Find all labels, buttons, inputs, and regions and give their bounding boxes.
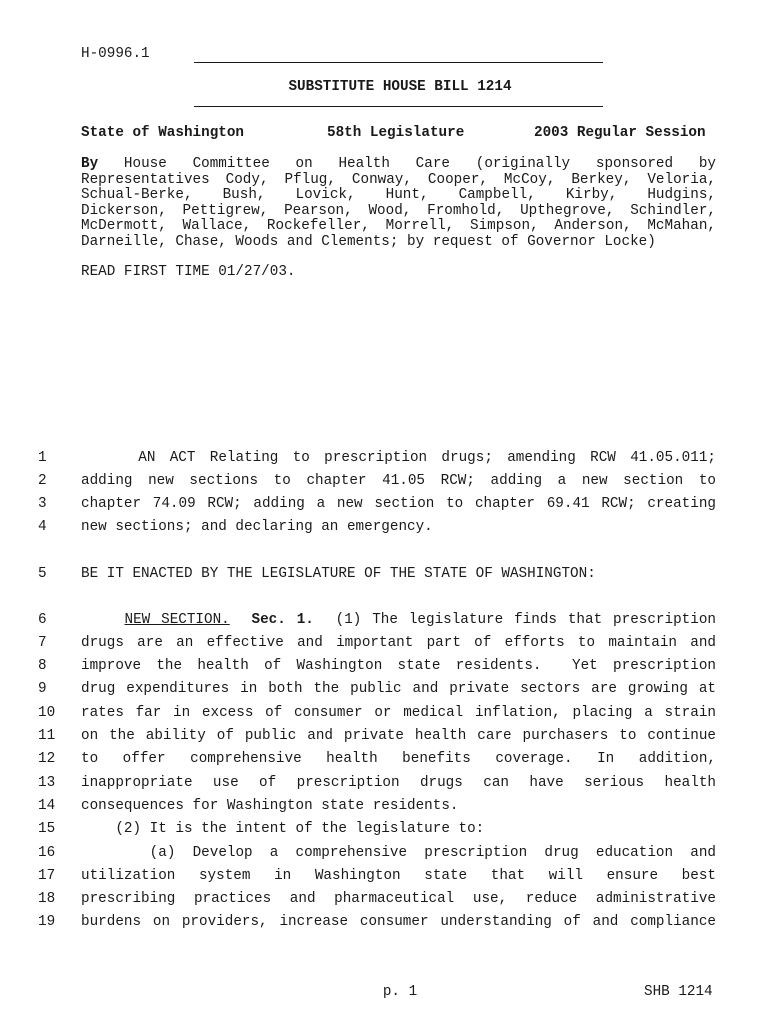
line-number: 2: [38, 473, 47, 489]
sponsor-text: House Committee on Health Care (originally sponsored by: [123, 156, 716, 172]
sponsor-line-3: Schual-Berke, Bush, Lovick, Hunt, Campbell, Kirby, Hudgins,: [81, 187, 716, 203]
body-line: AN ACT Relating to prescription drugs; amending RCW 41.05.011;: [81, 450, 716, 466]
body-line: new sections; and declaring an emergency.: [81, 519, 433, 535]
body-line: consequences for Washington state residents.: [81, 798, 459, 814]
body-line: prescribing practices and pharmaceutical use, reduce administrative: [81, 891, 716, 907]
line-number: 7: [38, 635, 47, 651]
document-id: H-0996.1: [81, 46, 150, 62]
legislature-name: 58th Legislature: [327, 125, 465, 141]
line-number: 10: [38, 705, 56, 721]
body-line: burdens on providers, increase consumer understanding of and compliance: [81, 914, 716, 930]
bill-title: SUBSTITUTE HOUSE BILL 1214: [288, 79, 512, 95]
footer-bill-id: SHB 1214: [644, 984, 713, 1000]
line-number: 13: [38, 775, 56, 791]
read-first-time: READ FIRST TIME 01/27/03.: [81, 264, 296, 280]
new-section-marker: NEW SECTION.: [124, 612, 230, 628]
body-line: on the ability of public and private health care purchasers to continue: [81, 728, 716, 744]
line-number: 11: [38, 728, 56, 744]
body-line: inappropriate use of prescription drugs can have serious health: [81, 775, 716, 791]
sponsor-line-6: Darneille, Chase, Woods and Clements; by request of Governor Locke): [81, 234, 656, 250]
sponsor-line-2: Representatives Cody, Pflug, Conway, Cooper, McCoy, Berkey, Veloria,: [81, 172, 716, 188]
body-line: utilization system in Washington state that will ensure best: [81, 868, 716, 884]
body-line: (2) It is the intent of the legislature to:: [81, 821, 485, 837]
sponsor-line-1: [81, 156, 716, 172]
line-number: 18: [38, 891, 56, 907]
page-number: p. 1: [382, 984, 418, 1000]
line-number: 6: [38, 612, 47, 628]
line-number: 12: [38, 751, 56, 767]
line-number: 17: [38, 868, 56, 884]
section-text: (1) The legislature finds that prescription: [335, 612, 716, 628]
enacting-clause: BE IT ENACTED BY THE LEGISLATURE OF THE STATE OF WASHINGTON:: [81, 566, 596, 582]
body-line: rates far in excess of consumer or medical inflation, placing a strain: [81, 705, 716, 721]
line-number: 14: [38, 798, 56, 814]
line-number: 19: [38, 914, 56, 930]
line-number: 3: [38, 496, 47, 512]
body-line: (a) Develop a comprehensive prescription drug education and: [81, 845, 716, 861]
line-number: 1: [38, 450, 47, 466]
line-number: 15: [38, 821, 56, 837]
by-label: By: [81, 156, 99, 172]
body-line: to offer comprehensive health benefits coverage. In addition,: [81, 751, 716, 767]
line-number: 8: [38, 658, 47, 674]
sponsor-line-5: McDermott, Wallace, Rockefeller, Morrell, Simpson, Anderson, McMahan,: [81, 218, 716, 234]
section-heading-line: [81, 612, 716, 628]
body-line: improve the health of Washington state residents. Yet prescription: [81, 658, 716, 674]
line-number: 16: [38, 845, 56, 861]
session-name: 2003 Regular Session: [534, 125, 706, 141]
body-line: adding new sections to chapter 41.05 RCW; adding a new section to: [81, 473, 716, 489]
state-name: State of Washington: [81, 125, 245, 141]
header-rule-bottom: [194, 106, 603, 107]
sponsor-line-4: Dickerson, Pettigrew, Pearson, Wood, Fromhold, Upthegrove, Schindler,: [81, 203, 716, 219]
body-line: drugs are an effective and important part of efforts to maintain and: [81, 635, 716, 651]
line-number: 4: [38, 519, 47, 535]
line-number: 9: [38, 681, 47, 697]
body-line: drug expenditures in both the public and private sectors are growing at: [81, 681, 716, 697]
section-number: Sec. 1.: [251, 612, 314, 628]
line-number: 5: [38, 566, 47, 582]
header-rule-top: [194, 62, 603, 63]
body-line: chapter 74.09 RCW; adding a new section to chapter 69.41 RCW; creating: [81, 496, 716, 512]
